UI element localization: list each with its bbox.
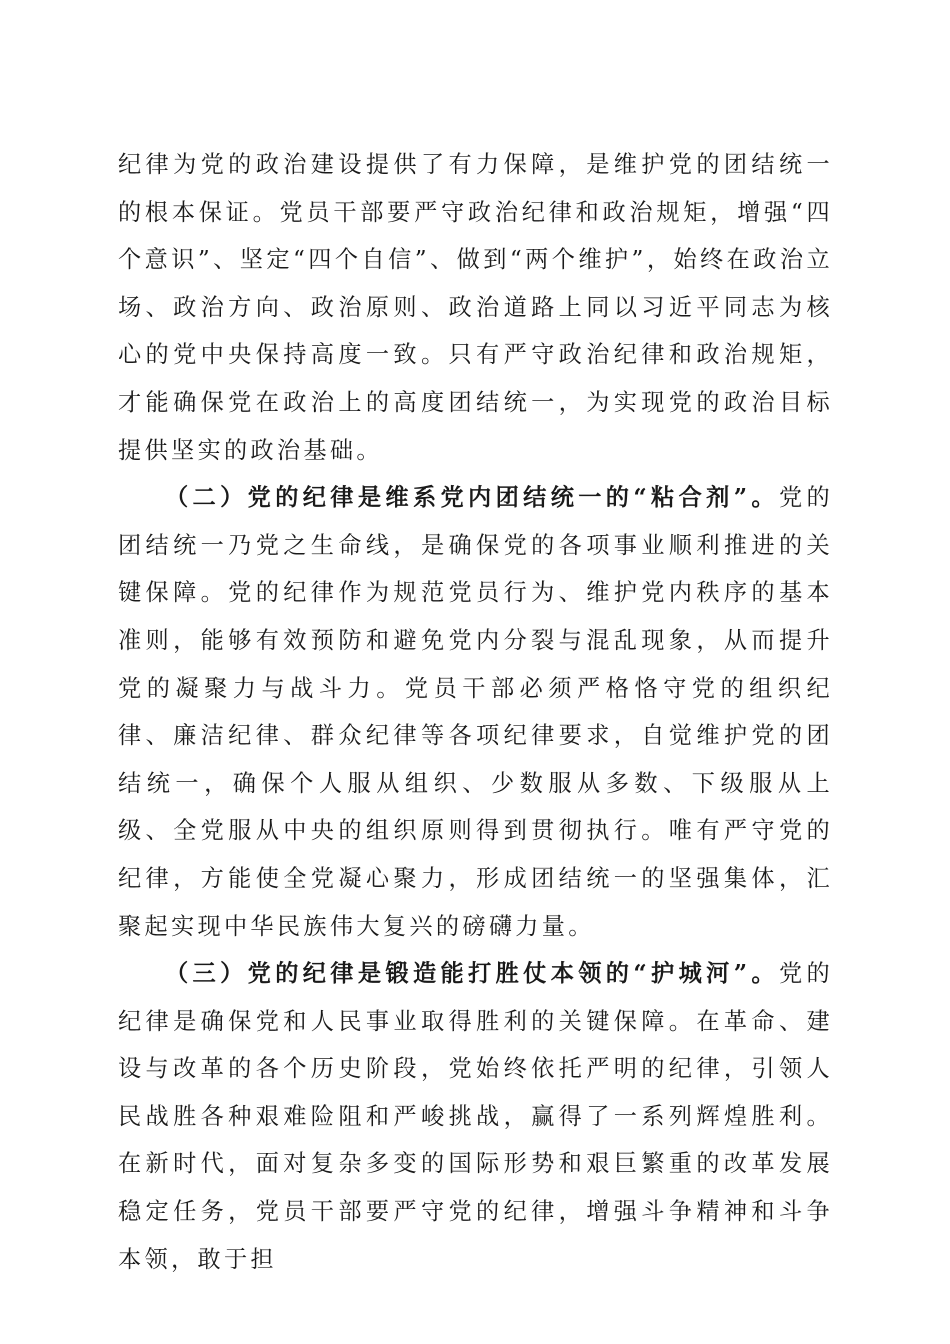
paragraph-1-text: 纪律为党的政治建设提供了有力保障，是维护党的团结统一的根本保证。党员干部要严守政治纪律和政治规矩，增强“四个意识”、坚定“四个自信”、做到“两个维护”，始终在政治立场、政治方向、政治原则、政治道路上同以习近平同志为核心的党中央保持高度一致。只有严守政治纪律和政治规矩，才能确保党在政治上的高度团结统一，为实现党的政治目标提供坚实的政治基础。: [118, 151, 833, 464]
paragraph-2-heading: （二）党的纪律是维系党内团结统一的“粘合剂”。: [165, 484, 779, 512]
paragraph-3: [118, 950, 833, 1283]
paragraph-3-text: 党的纪律是确保党和人民事业取得胜利的关键保障。在革命、建设与改革的各个历史阶段，党始终依托严明的纪律，引领人民战胜各种艰难险阻和严峻挑战，赢得了一系列辉煌胜利。在新时代，面对复杂多变的国际形势和艰巨繁重的改革发展稳定任务，党员干部要严守党的纪律，增强斗争精神和斗争本领，敢于担: [118, 960, 833, 1273]
paragraph-2: [118, 474, 833, 950]
document-body: [118, 141, 833, 1283]
paragraph-1: [118, 141, 833, 474]
paragraph-2-text: 党的团结统一乃党之生命线，是确保党的各项事业顺利推进的关键保障。党的纪律作为规范党员行为、维护党内秩序的基本准则，能够有效预防和避免党内分裂与混乱现象，从而提升党的凝聚力与战斗力。党员干部必须严格恪守党的组织纪律、廉洁纪律、群众纪律等各项纪律要求，自觉维护党的团结统一，确保个人服从组织、少数服从多数、下级服从上级、全党服从中央的组织原则得到贯彻执行。唯有严守党的纪律，方能使全党凝心聚力，形成团结统一的坚强集体，汇聚起实现中华民族伟大复兴的磅礴力量。: [118, 484, 833, 940]
paragraph-3-heading: （三）党的纪律是锻造能打胜仗本领的“护城河”。: [165, 960, 779, 988]
